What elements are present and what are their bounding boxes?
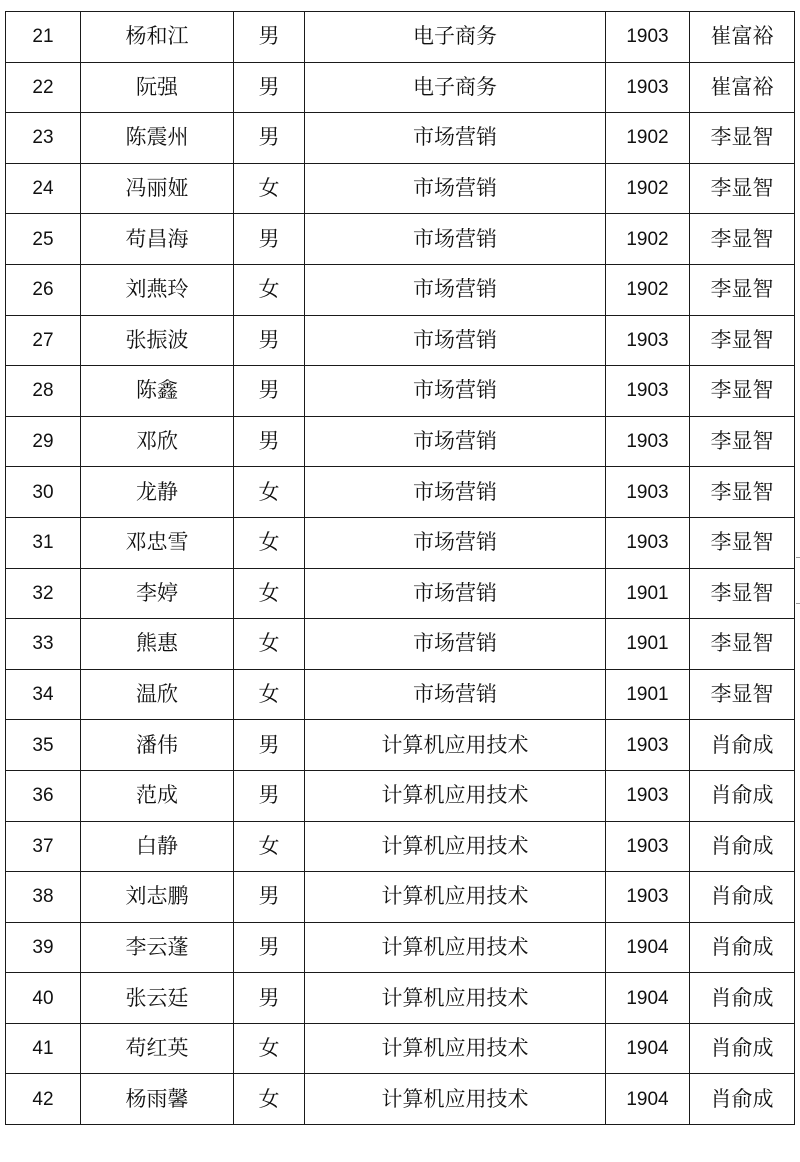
- student-name-cell: 龙静: [81, 467, 234, 518]
- class-number-cell: 1902: [606, 113, 690, 164]
- teacher-cell: 李显智: [690, 163, 795, 214]
- major-cell: 市场营销: [305, 214, 606, 265]
- gender-cell: 男: [234, 770, 305, 821]
- teacher-cell: 肖俞成: [690, 821, 795, 872]
- teacher-cell: 崔富裕: [690, 62, 795, 113]
- student-name-cell: 陈震州: [81, 113, 234, 164]
- teacher-cell: 肖俞成: [690, 720, 795, 771]
- gender-cell: 女: [234, 163, 305, 214]
- row-number-cell: 33: [6, 619, 81, 670]
- table-row: [6, 872, 795, 923]
- class-number-cell: 1903: [606, 366, 690, 417]
- teacher-cell: 崔富裕: [690, 12, 795, 63]
- student-name-cell: 冯丽娅: [81, 163, 234, 214]
- gender-cell: 男: [234, 872, 305, 923]
- gender-cell: 男: [234, 720, 305, 771]
- class-number-cell: 1903: [606, 770, 690, 821]
- row-number-cell: 28: [6, 366, 81, 417]
- student-name-cell: 范成: [81, 770, 234, 821]
- table-row: [6, 113, 795, 164]
- class-number-cell: 1903: [606, 517, 690, 568]
- table-row: [6, 619, 795, 670]
- row-number-cell: 34: [6, 669, 81, 720]
- major-cell: 市场营销: [305, 669, 606, 720]
- major-cell: 市场营销: [305, 315, 606, 366]
- row-number-cell: 36: [6, 770, 81, 821]
- table-row: [6, 568, 795, 619]
- table-row: [6, 163, 795, 214]
- student-name-cell: 杨雨馨: [81, 1074, 234, 1125]
- major-cell: 市场营销: [305, 113, 606, 164]
- major-cell: 计算机应用技术: [305, 872, 606, 923]
- table-row: [6, 1023, 795, 1074]
- major-cell: 电子商务: [305, 12, 606, 63]
- teacher-cell: 李显智: [690, 619, 795, 670]
- row-number-cell: 42: [6, 1074, 81, 1125]
- major-cell: 市场营销: [305, 517, 606, 568]
- gender-cell: 男: [234, 113, 305, 164]
- gender-cell: 女: [234, 1023, 305, 1074]
- class-number-cell: 1902: [606, 163, 690, 214]
- student-name-cell: 邓忠雪: [81, 517, 234, 568]
- table-row: [6, 669, 795, 720]
- row-number-cell: 38: [6, 872, 81, 923]
- student-name-cell: 邓欣: [81, 416, 234, 467]
- major-cell: 市场营销: [305, 366, 606, 417]
- teacher-cell: 李显智: [690, 315, 795, 366]
- student-name-cell: 刘志鹏: [81, 872, 234, 923]
- student-name-cell: 陈鑫: [81, 366, 234, 417]
- row-number-cell: 39: [6, 922, 81, 973]
- student-name-cell: 苟昌海: [81, 214, 234, 265]
- table-row: [6, 720, 795, 771]
- student-name-cell: 温欣: [81, 669, 234, 720]
- gender-cell: 男: [234, 416, 305, 467]
- table-row: [6, 922, 795, 973]
- teacher-cell: 李显智: [690, 264, 795, 315]
- teacher-cell: 肖俞成: [690, 1074, 795, 1125]
- gender-cell: 男: [234, 12, 305, 63]
- class-number-cell: 1903: [606, 467, 690, 518]
- student-name-cell: 苟红英: [81, 1023, 234, 1074]
- student-name-cell: 刘燕玲: [81, 264, 234, 315]
- teacher-cell: 肖俞成: [690, 1023, 795, 1074]
- row-number-cell: 31: [6, 517, 81, 568]
- gender-cell: 女: [234, 1074, 305, 1125]
- gender-cell: 男: [234, 62, 305, 113]
- table-row: [6, 416, 795, 467]
- teacher-cell: 肖俞成: [690, 973, 795, 1024]
- gender-cell: 女: [234, 568, 305, 619]
- table-row: [6, 264, 795, 315]
- gender-cell: 男: [234, 315, 305, 366]
- gender-cell: 男: [234, 214, 305, 265]
- row-number-cell: 23: [6, 113, 81, 164]
- row-number-cell: 29: [6, 416, 81, 467]
- row-number-cell: 30: [6, 467, 81, 518]
- row-number-cell: 26: [6, 264, 81, 315]
- teacher-cell: 李显智: [690, 366, 795, 417]
- teacher-cell: 李显智: [690, 416, 795, 467]
- class-number-cell: 1901: [606, 568, 690, 619]
- student-name-cell: 潘伟: [81, 720, 234, 771]
- teacher-cell: 李显智: [690, 568, 795, 619]
- major-cell: 电子商务: [305, 62, 606, 113]
- class-number-cell: 1903: [606, 12, 690, 63]
- class-number-cell: 1904: [606, 922, 690, 973]
- class-number-cell: 1902: [606, 264, 690, 315]
- teacher-cell: 李显智: [690, 214, 795, 265]
- student-name-cell: 张振波: [81, 315, 234, 366]
- gender-cell: 女: [234, 821, 305, 872]
- table-row: [6, 1074, 795, 1125]
- table-row: [6, 214, 795, 265]
- major-cell: 计算机应用技术: [305, 720, 606, 771]
- teacher-cell: 肖俞成: [690, 922, 795, 973]
- student-name-cell: 熊惠: [81, 619, 234, 670]
- page-edge-mark: [796, 557, 800, 558]
- gender-cell: 女: [234, 517, 305, 568]
- major-cell: 计算机应用技术: [305, 770, 606, 821]
- class-number-cell: 1903: [606, 416, 690, 467]
- class-number-cell: 1901: [606, 669, 690, 720]
- teacher-cell: 李显智: [690, 669, 795, 720]
- table-row: [6, 517, 795, 568]
- row-number-cell: 25: [6, 214, 81, 265]
- gender-cell: 男: [234, 366, 305, 417]
- row-number-cell: 32: [6, 568, 81, 619]
- table-row: [6, 973, 795, 1024]
- student-roster-table: [5, 11, 795, 1125]
- major-cell: 市场营销: [305, 264, 606, 315]
- major-cell: 计算机应用技术: [305, 922, 606, 973]
- class-number-cell: 1903: [606, 62, 690, 113]
- teacher-cell: 李显智: [690, 517, 795, 568]
- student-name-cell: 杨和江: [81, 12, 234, 63]
- class-number-cell: 1904: [606, 1023, 690, 1074]
- class-number-cell: 1902: [606, 214, 690, 265]
- student-name-cell: 张云廷: [81, 973, 234, 1024]
- table-row: [6, 770, 795, 821]
- student-name-cell: 白静: [81, 821, 234, 872]
- student-name-cell: 李婷: [81, 568, 234, 619]
- table-row: [6, 821, 795, 872]
- class-number-cell: 1904: [606, 1074, 690, 1125]
- class-number-cell: 1901: [606, 619, 690, 670]
- table-row: [6, 467, 795, 518]
- row-number-cell: 21: [6, 12, 81, 63]
- major-cell: 计算机应用技术: [305, 973, 606, 1024]
- row-number-cell: 40: [6, 973, 81, 1024]
- major-cell: 计算机应用技术: [305, 1074, 606, 1125]
- class-number-cell: 1903: [606, 315, 690, 366]
- gender-cell: 男: [234, 922, 305, 973]
- teacher-cell: 肖俞成: [690, 770, 795, 821]
- row-number-cell: 41: [6, 1023, 81, 1074]
- row-number-cell: 35: [6, 720, 81, 771]
- gender-cell: 女: [234, 619, 305, 670]
- major-cell: 市场营销: [305, 416, 606, 467]
- teacher-cell: 李显智: [690, 467, 795, 518]
- class-number-cell: 1903: [606, 821, 690, 872]
- gender-cell: 男: [234, 973, 305, 1024]
- row-number-cell: 27: [6, 315, 81, 366]
- class-number-cell: 1903: [606, 872, 690, 923]
- table-row: [6, 12, 795, 63]
- class-number-cell: 1903: [606, 720, 690, 771]
- major-cell: 计算机应用技术: [305, 821, 606, 872]
- row-number-cell: 37: [6, 821, 81, 872]
- teacher-cell: 肖俞成: [690, 872, 795, 923]
- page-edge-mark: [796, 603, 800, 604]
- student-name-cell: 李云蓬: [81, 922, 234, 973]
- row-number-cell: 22: [6, 62, 81, 113]
- table-row: [6, 62, 795, 113]
- gender-cell: 女: [234, 669, 305, 720]
- roster-body: [6, 12, 795, 1125]
- gender-cell: 女: [234, 264, 305, 315]
- teacher-cell: 李显智: [690, 113, 795, 164]
- student-name-cell: 阮强: [81, 62, 234, 113]
- table-row: [6, 315, 795, 366]
- table-row: [6, 366, 795, 417]
- gender-cell: 女: [234, 467, 305, 518]
- major-cell: 市场营销: [305, 163, 606, 214]
- class-number-cell: 1904: [606, 973, 690, 1024]
- major-cell: 市场营销: [305, 467, 606, 518]
- major-cell: 市场营销: [305, 568, 606, 619]
- major-cell: 市场营销: [305, 619, 606, 670]
- row-number-cell: 24: [6, 163, 81, 214]
- major-cell: 计算机应用技术: [305, 1023, 606, 1074]
